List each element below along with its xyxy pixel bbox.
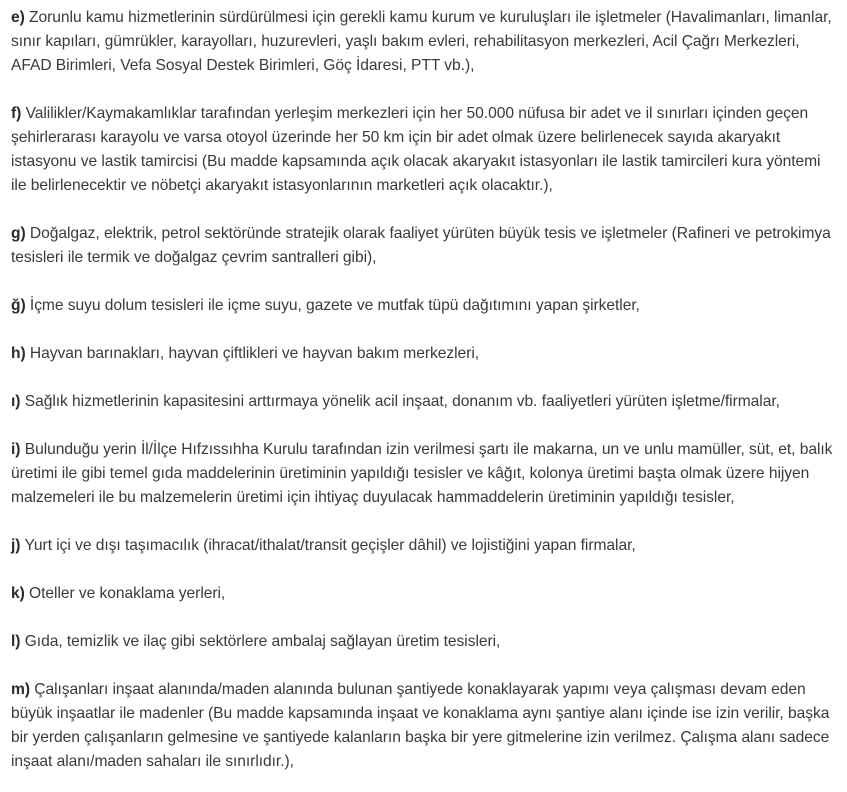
list-item-g bbox=[11, 222, 833, 270]
item-letter: f) bbox=[11, 105, 22, 122]
item-letter: m) bbox=[11, 681, 30, 698]
item-letter: g) bbox=[11, 225, 26, 242]
item-text: Sağlık hizmetlerinin kapasitesini arttırmaya yönelik acil inşaat, donanım vb. faaliyetleri yürüten işletme/firmalar, bbox=[20, 393, 780, 410]
item-letter: e) bbox=[11, 9, 25, 26]
item-text: Çalışanları inşaat alanında/maden alanında bulunan şantiyede konaklayarak yapımı veya çalışması devam eden büyük inşaatlar ile madenler (Bu madde kapsamında inşaat ve konaklama aynı şantiye alanı içinde ise izin verilir, başka bir yerden çalışanların gelmesine ve şantiyede kalanların başka bir yere gitmelerine izin verilmez. Çalışma alanı sadece inşaat alanı/maden sahaları ile sınırlıdır.), bbox=[11, 681, 830, 770]
list-item-h bbox=[11, 342, 833, 366]
list-item-e bbox=[11, 6, 833, 78]
item-text: Doğalgaz, elektrik, petrol sektöründe stratejik olarak faaliyet yürüten büyük tesis ve işletmeler (Rafineri ve petrokimya tesisleri ile termik ve doğalgaz çevrim santralleri gibi), bbox=[11, 225, 831, 266]
list-item-j bbox=[11, 534, 833, 558]
item-text: Yurt içi ve dışı taşımacılık (ihracat/ithalat/transit geçişler dâhil) ve lojistiğini yapan firmalar, bbox=[20, 537, 636, 554]
item-text: Valilikler/Kaymakamlıklar tarafından yerleşim merkezleri için her 50.000 nüfusa bir adet ve il sınırları içinden geçen şehirlerarası karayolu ve varsa otoyol üzerinde her 50 km için bir adet olmak üzere belirlenecek sayıda akaryakıt istasyonu ve lastik tamircisi (Bu madde kapsamında açık olacak akaryakıt istasyonları ile lastik tamircileri kura yöntemi ile belirlenecektir ve nöbetçi akaryakıt istasyonlarının marketleri açık olacaktır.), bbox=[11, 105, 821, 194]
list-item-l bbox=[11, 630, 833, 654]
list-item-i bbox=[11, 438, 833, 510]
item-text: Bulunduğu yerin İl/İlçe Hıfzıssıhha Kurulu tarafından izin verilmesi şartı ile makarna, un ve unlu mamüller, süt, et, balık üretimi ile gibi temel gıda maddelerinin üretiminin yapıldığı tesisler ve kâğıt, kolonya üretimi başta olmak üzere hijyen malzemeleri ile bu malzemelerin üretimi için ihtiyaç duyulacak hammaddelerin üretiminin yapıldığı tesisler, bbox=[11, 441, 833, 506]
item-text: İçme suyu dolum tesisleri ile içme suyu, gazete ve mutfak tüpü dağıtımını yapan şirketler, bbox=[25, 297, 640, 314]
item-letter: ğ) bbox=[11, 297, 26, 314]
item-letter: k) bbox=[11, 585, 25, 602]
item-letter: j) bbox=[11, 537, 21, 554]
item-letter: l) bbox=[11, 633, 21, 650]
list-item-f bbox=[11, 102, 833, 198]
list-item-dotless-i bbox=[11, 390, 833, 414]
item-text: Hayvan barınakları, hayvan çiftlikleri ve hayvan bakım merkezleri, bbox=[25, 345, 480, 362]
item-text: Oteller ve konaklama yerleri, bbox=[24, 585, 226, 602]
list-item-k bbox=[11, 582, 833, 606]
list-item-gh bbox=[11, 294, 833, 318]
item-letter: h) bbox=[11, 345, 26, 362]
item-text: Zorunlu kamu hizmetlerinin sürdürülmesi için gerekli kamu kurum ve kuruluşları ile işletmeler (Havalimanları, limanlar, sınır kapıları, gümrükler, karayolları, huzurevleri, yaşlı bakım evleri, rehabilitasyon merkezleri, Acil Çağrı Merkezleri, AFAD Birimleri, Vefa Sosyal Destek Birimleri, Göç İdaresi, PTT vb.), bbox=[11, 9, 832, 74]
item-letter: ı) bbox=[11, 393, 21, 410]
list-item-m bbox=[11, 678, 833, 774]
item-letter: i) bbox=[11, 441, 21, 458]
item-text: Gıda, temizlik ve ilaç gibi sektörlere ambalaj sağlayan üretim tesisleri, bbox=[20, 633, 501, 650]
